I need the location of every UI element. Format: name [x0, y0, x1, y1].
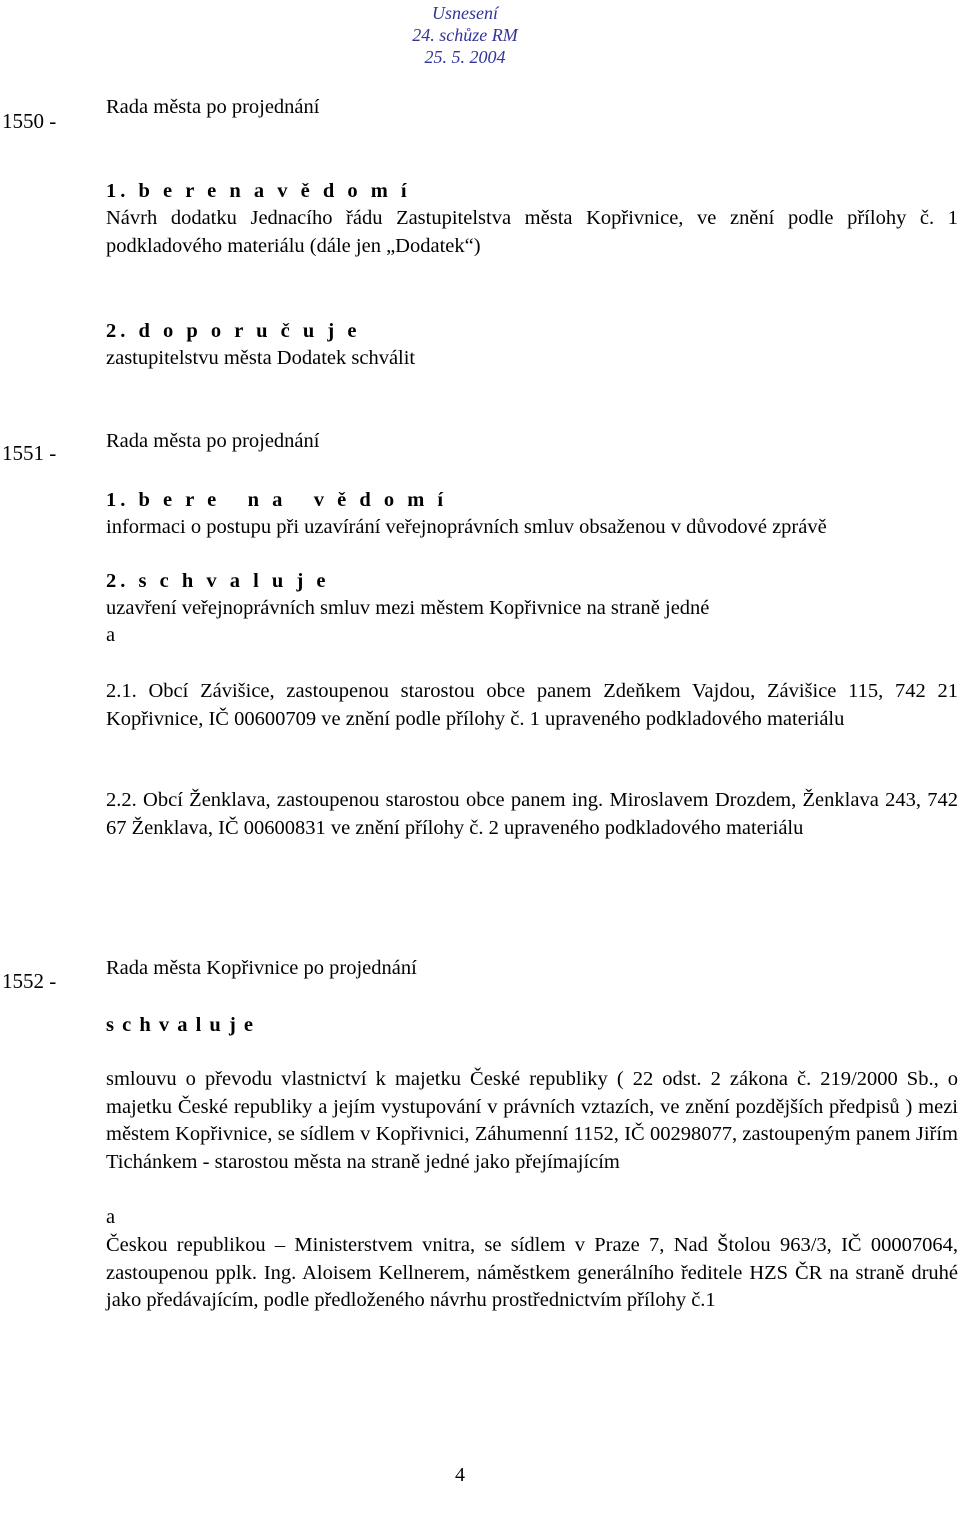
resolution-1551-item2-body: uzavření veřejnoprávních smluv mezi městem Kopřivnice na straně jedné	[106, 597, 710, 619]
resolution-1551-intro: Rada města po projednání	[106, 430, 320, 452]
resolution-1551-item2-and: a	[106, 624, 116, 646]
resolution-1552-para2: Českou republikou – Ministerstvem vnitra, se sídlem v Praze 7, Nad Štolou 963/3, IČ 00007064, zastoupenou pplk. Ing. Aloisem Kellnerem, náměstkem generálního ředitele HZS ČR na straně druhé jako předávajícím, podle předloženého návrhu prostřednictvím přílohy č.1	[106, 1234, 958, 1311]
header-line-3: 25. 5. 2004	[424, 47, 506, 67]
resolution-1551-item1-body: informaci o postupu při uzavírání veřejnoprávních smluv obsaženou v důvodové zprávě	[106, 516, 827, 538]
resolution-1551-item-2-1: 2.1. Obcí Závišice, zastoupenou starostou obce panem Zdeňkem Vajdou, Závišice 115, 742 21 Kopřivnice, IČ 00600709 ve znění podle přílohy č. 1 upraveného podkladového materiálu	[106, 680, 958, 730]
resolution-1552-intro: Rada města Kopřivnice po projednání	[106, 957, 417, 979]
resolution-1552-title: s c h v a l u j e	[106, 1014, 255, 1036]
resolution-1551-item-2-2: 2.2. Obcí Ženklava, zastoupenou starostou obce panem ing. Miroslavem Drozdem, Ženklava 243, 742 67 Ženklava, IČ 00600831 ve znění přílohy č. 2 upraveného podkladového materiálu	[106, 789, 958, 839]
resolution-1552-para1: smlouvu o převodu vlastnictví k majetku České republiky ( 22 odst. 2 zákona č. 219/2000 Sb., o majetku České republiky a jejím vystupování v právních vztazích, ve znění pozdějších předpisů ) mezi městem Kopřivnice, se sídlem v Kopřivnici, Záhumenní 1152, IČ 00298077, zastoupeným panem Jiřím Tichánkem - starostou města na straně jedné jako přejímajícím	[106, 1068, 958, 1173]
resolution-number-1551: 1551 -	[2, 441, 57, 465]
page-number: 4	[455, 1464, 465, 1486]
resolution-1551-item1-title: 1. b e r e n a v ě d o m í	[106, 489, 448, 511]
resolution-1550-item2-title: 2. d o p o r u č u j e	[106, 320, 361, 342]
resolution-1550-item1-title: 1. b e r e n a v ě d o m í	[106, 180, 411, 202]
header-line-2: 24. schůze RM	[412, 25, 518, 45]
resolution-1551-item2-title: 2. s c h v a l u j e	[106, 570, 330, 592]
resolution-1552-and: a	[106, 1206, 116, 1228]
header-line-1: Usnesení	[432, 3, 498, 23]
resolution-1550-item2-body: zastupitelstvu města Dodatek schválit	[106, 347, 416, 369]
resolution-1550-intro: Rada města po projednání	[106, 96, 320, 118]
resolution-number-1552: 1552 -	[2, 969, 57, 993]
resolution-1550-item1-body: Návrh dodatku Jednacího řádu Zastupitelstva města Kopřivnice, ve znění podle přílohy č. 1 podkladového materiálu (dále jen „Dodatek“)	[106, 207, 958, 257]
resolution-number-1550: 1550 -	[2, 109, 57, 133]
